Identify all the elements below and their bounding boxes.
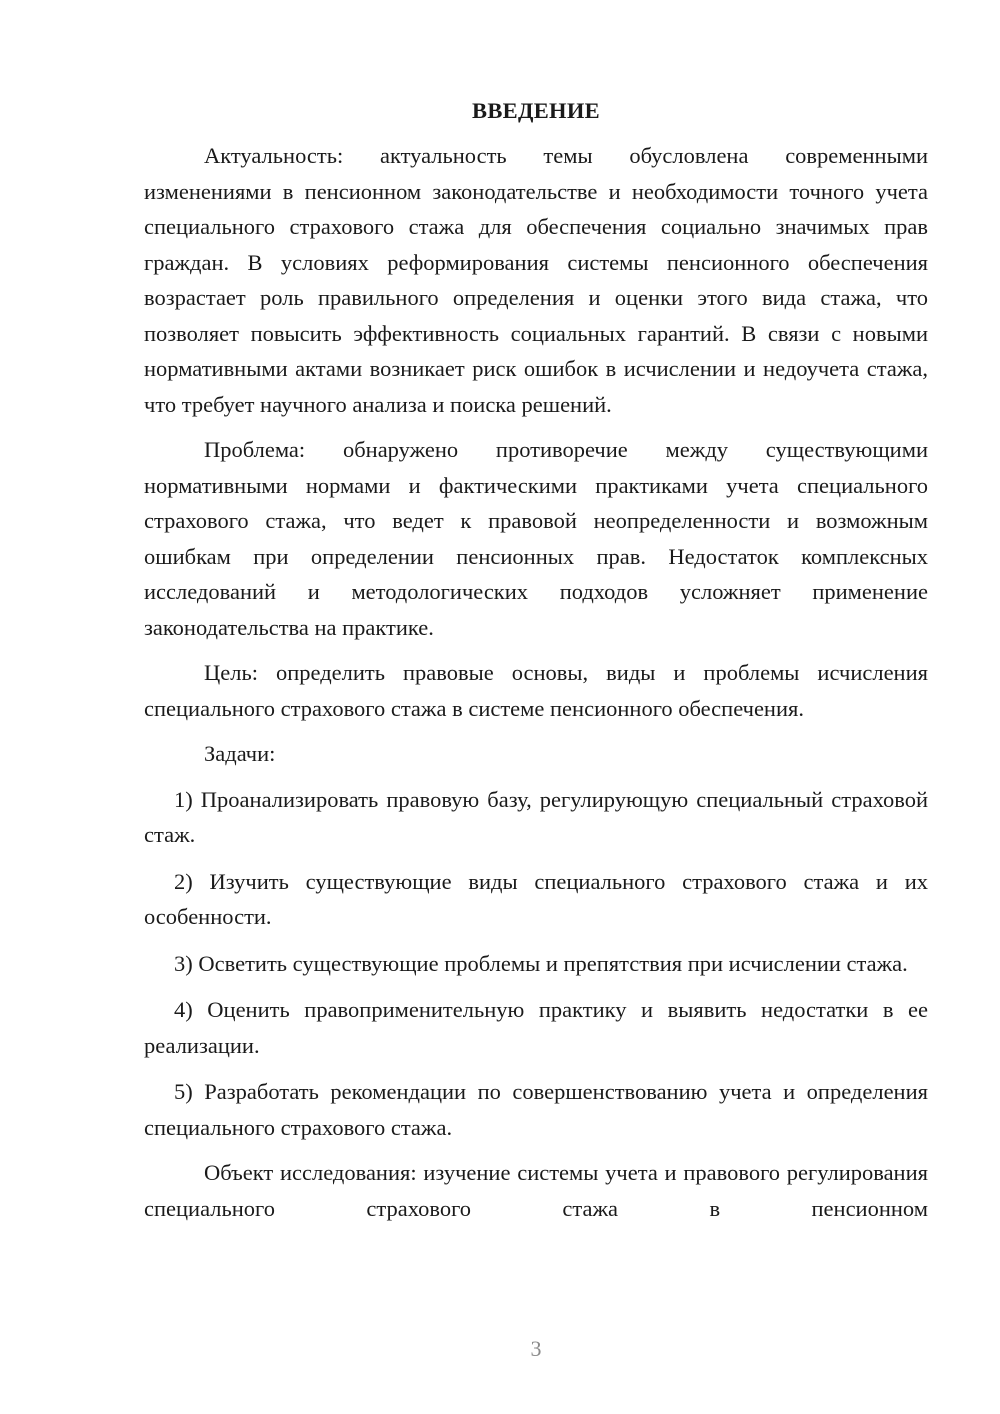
paragraph-object: Объект исследования: изучение системы учета и правового регулирования специального страхового стажа в пенсионном: [144, 1160, 928, 1221]
task-item-1: 1) Проанализировать правовую базу, регулирующую специальный страховой стаж.: [144, 786, 928, 847]
paragraph-problem: Проблема: обнаружено противоречие между существующими нормативными нормами и фактическими практиками учета специального страхового стажа, что ведет к правовой неопределенности и возможным ошибкам при определении пенсионных прав. Недостаток комплексных исследований и методологических подходов усложняет применение законодательства на практике.: [144, 437, 928, 640]
task-item-2: 2) Изучить существующие виды специального страхового стажа и их особенности.: [144, 868, 928, 929]
paragraph-goal: Цель: определить правовые основы, виды и проблемы исчисления специального страхового стажа в системе пенсионного обеспечения.: [144, 660, 928, 721]
page-number: 3: [530, 1336, 542, 1361]
task-item-4: 4) Оценить правоприменительную практику и выявить недостатки в ее реализации.: [144, 997, 928, 1058]
page-content: [144, 97, 928, 1226]
task-item-5: 5) Разработать рекомендации по совершенствованию учета и определения специального страхового стажа.: [144, 1079, 928, 1140]
tasks-label: Задачи:: [204, 741, 276, 766]
paragraph-relevance: Актуальность: актуальность темы обусловлена современными изменениями в пенсионном законодательстве и необходимости точного учета специального страхового стажа для обеспечения социально значимых прав граждан. В условиях реформирования системы пенсионного обеспечения возрастает роль правильного определения и оценки этого вида стажа, что позволяет повысить эффективность социальных гарантий. В связи с новыми нормативными актами возникает риск ошибок в исчислении и недоучета стажа, что требует научного анализа и поиска решений.: [144, 143, 928, 417]
task-item-3: 3) Осветить существующие проблемы и препятствия при исчислении стажа.: [174, 950, 908, 976]
section-heading: ВВЕДЕНИЕ: [472, 98, 600, 123]
